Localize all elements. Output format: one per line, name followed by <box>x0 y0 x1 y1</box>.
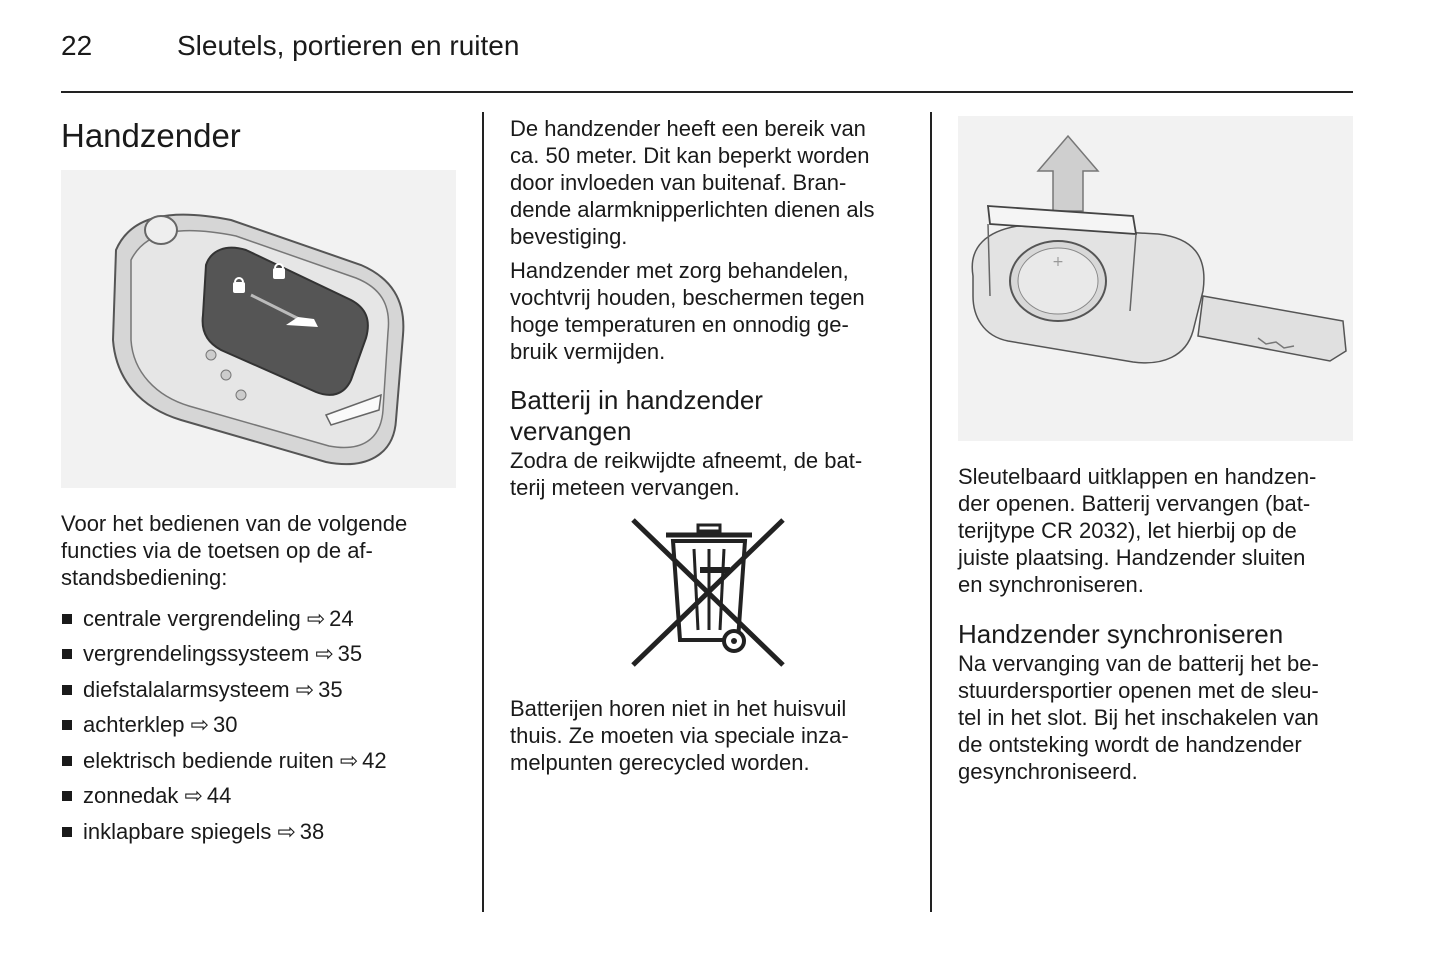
column-divider-1 <box>482 112 484 912</box>
text-line: thuis. Ze moeten via speciale inza- <box>510 723 849 748</box>
text-line: dende alarmknipperlichten dienen als <box>510 197 875 222</box>
item-page-link[interactable]: 35 <box>318 676 343 702</box>
page-number: 22 <box>61 30 93 61</box>
replace-paragraph <box>958 463 1358 598</box>
item-page-link[interactable]: 38 <box>299 818 325 844</box>
intro-line: functies via de toetsen op de af- <box>61 537 373 563</box>
text-line: gesynchroniseerd. <box>958 759 1138 785</box>
battery-replacement-illustration <box>958 116 1353 441</box>
column-divider-2 <box>930 112 932 912</box>
text-line: Sleutelbaard uitklappen en handzen- <box>958 464 1317 489</box>
heading-line: Batterij in handzender <box>510 385 763 415</box>
list-item <box>61 778 461 814</box>
item-page-link[interactable]: 42 <box>362 747 387 773</box>
column-1 <box>61 110 461 849</box>
column-3 <box>958 110 1358 785</box>
bullet-icon <box>62 649 72 659</box>
list-item <box>61 743 461 779</box>
item-page-link[interactable]: 24 <box>329 605 354 631</box>
list-item <box>61 601 461 637</box>
battery-paragraph <box>510 447 910 501</box>
care-paragraph <box>510 257 910 365</box>
function-list <box>61 601 461 850</box>
page-reference-icon: ⇨ <box>339 747 359 773</box>
text-line: hoge temperaturen en onnodig ge- <box>510 312 849 337</box>
text-line: Zodra de reikwijdte afneemt, de bat- <box>510 448 863 473</box>
text-line: Na vervanging van de batterij het be- <box>958 651 1319 677</box>
text-line: De handzender heeft een bereik van <box>510 116 866 141</box>
text-line: juiste plaatsing. Handzender sluiten <box>958 545 1306 570</box>
text-line: de ontsteking wordt de handzender <box>958 732 1302 758</box>
item-page-link[interactable]: 35 <box>337 641 363 667</box>
page-reference-icon: ⇨ <box>315 641 334 667</box>
item-page-link[interactable]: 30 <box>212 712 238 738</box>
intro-text <box>61 510 461 591</box>
text-line: en synchroniseren. <box>958 572 1144 597</box>
weee-bin-icon <box>628 515 788 670</box>
item-label: zonnedak <box>83 783 179 809</box>
page-reference-icon: ⇨ <box>295 676 315 702</box>
page-header <box>61 30 1353 70</box>
item-label: inklapbare spiegels <box>83 818 272 844</box>
chapter-title: Sleutels, portieren en ruiten <box>177 30 520 61</box>
text-line: Batterijen horen niet in het huisvuil <box>510 696 847 721</box>
page-reference-icon: ⇨ <box>190 712 209 738</box>
intro-line: standsbediening: <box>61 564 228 590</box>
text-line: door invloeden van buitenaf. Bran- <box>510 170 847 195</box>
text-line: melpunten gerecycled worden. <box>510 750 810 775</box>
text-line: stuurdersportier openen met de sleu- <box>958 678 1319 704</box>
sync-heading: Handzender synchroniseren <box>958 619 1284 649</box>
text-line: tel in het slot. Bij het inschakelen van <box>958 705 1319 731</box>
item-label: centrale vergrendeling <box>83 605 301 631</box>
text-line: bruik vermijden. <box>510 339 666 364</box>
text-line: terijtype CR 2032), let hierbij op de <box>958 518 1297 543</box>
svg-text:+: + <box>1052 254 1064 270</box>
section-heading: Handzender <box>61 117 241 154</box>
page-reference-icon: ⇨ <box>277 818 296 844</box>
intro-line: Voor het bedienen van de volgende <box>61 510 408 536</box>
item-label: achterklep <box>83 712 185 738</box>
battery-heading <box>510 385 910 447</box>
page-reference-icon: ⇨ <box>306 605 326 631</box>
text-line: ca. 50 meter. Dit kan beperkt worden <box>510 143 870 168</box>
item-label: diefstalalarmsysteem <box>83 676 290 702</box>
item-label: vergrendelingssysteem <box>83 641 310 667</box>
bullet-icon <box>62 756 72 766</box>
text-line: terij meteen vervangen. <box>510 475 740 500</box>
text-line: der openen. Batterij vervangen (bat- <box>958 491 1311 516</box>
item-label: elektrisch bediende ruiten <box>83 747 334 773</box>
bullet-icon <box>62 614 72 624</box>
heading-line: vervangen <box>510 416 632 446</box>
column-2 <box>510 110 910 776</box>
text-line: Handzender met zorg behandelen, <box>510 258 849 283</box>
text-line: bevestiging. <box>510 224 628 249</box>
bullet-icon <box>62 791 72 801</box>
range-paragraph <box>510 115 910 250</box>
sync-paragraph <box>958 650 1358 785</box>
text-line: vochtvrij houden, beschermen tegen <box>510 285 865 310</box>
remote-key-illustration <box>61 170 456 488</box>
bullet-icon <box>62 827 72 837</box>
list-item <box>61 636 461 672</box>
bullet-icon <box>62 685 72 695</box>
list-item <box>61 814 461 850</box>
header-divider <box>61 91 1353 93</box>
list-item <box>61 672 461 708</box>
recycle-paragraph <box>510 695 910 776</box>
bullet-icon <box>62 720 72 730</box>
list-item <box>61 707 461 743</box>
item-page-link[interactable]: 44 <box>206 783 232 809</box>
page-reference-icon: ⇨ <box>184 783 203 809</box>
